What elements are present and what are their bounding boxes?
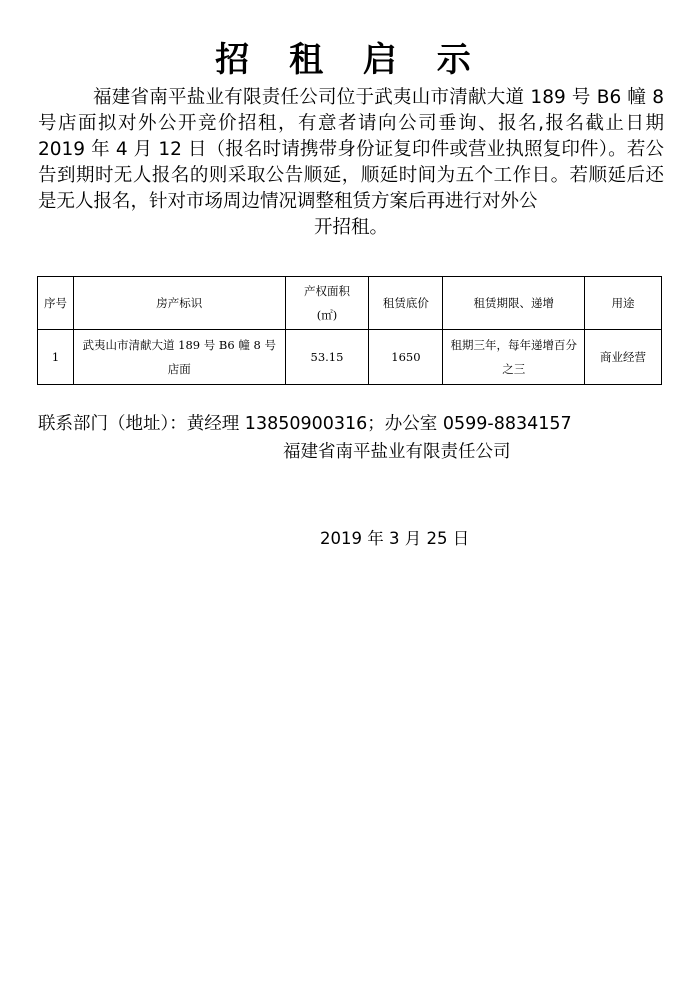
- notice-date: 2019 年 3 月 25 日: [320, 529, 470, 548]
- notice-paragraph-end: 开招租。: [313, 217, 388, 238]
- contact-info: 联系部门（地址）：黄经理 13850900316；办公室 0599-8834157: [38, 414, 572, 434]
- header-area: [285, 277, 369, 330]
- header-term: 租赁期限、递增: [443, 277, 585, 330]
- company-name: 福建省南平盐业有限责任公司: [283, 442, 511, 462]
- header-price: 租赁底价: [369, 277, 443, 330]
- table-row: [38, 330, 662, 385]
- header-property: 房产标识: [73, 277, 285, 330]
- cell-property: 武夷山市清献大道 189 号 B6 幢 8 号店面: [73, 330, 285, 385]
- notice-paragraph: 福建省南平盐业有限责任公司位于武夷山市清献大道 189 号 B6 幢 8 号店面拟对外公开竞价招租，有意者请向公司垂询、报名,报名截止日期 2019 年 4 月 12 日（报名时请携带身份证复印件或营业执照复印件）。若公告到期时无人报名的则采取公告顺延，顺延时间为五个工作日。若顺延后还是无人报名，针对市场周边情况调整租赁方案后再进行对外公: [38, 87, 664, 212]
- cell-price: 1650: [369, 330, 443, 385]
- header-area-label: 产权面积: [303, 284, 350, 298]
- cell-term: 租期三年，每年递增百分之三: [443, 330, 585, 385]
- cell-area: 53.15: [285, 330, 369, 385]
- cell-no: 1: [38, 330, 74, 385]
- page-title: 招 租 启 示: [215, 40, 485, 80]
- header-no: 序号: [38, 277, 74, 330]
- notice-body: [38, 85, 664, 241]
- cell-use: 商业经营: [585, 330, 662, 385]
- rental-table: [37, 276, 662, 385]
- header-use: 用途: [585, 277, 662, 330]
- table-header-row: [38, 277, 662, 330]
- header-area-unit: (㎡): [316, 308, 338, 322]
